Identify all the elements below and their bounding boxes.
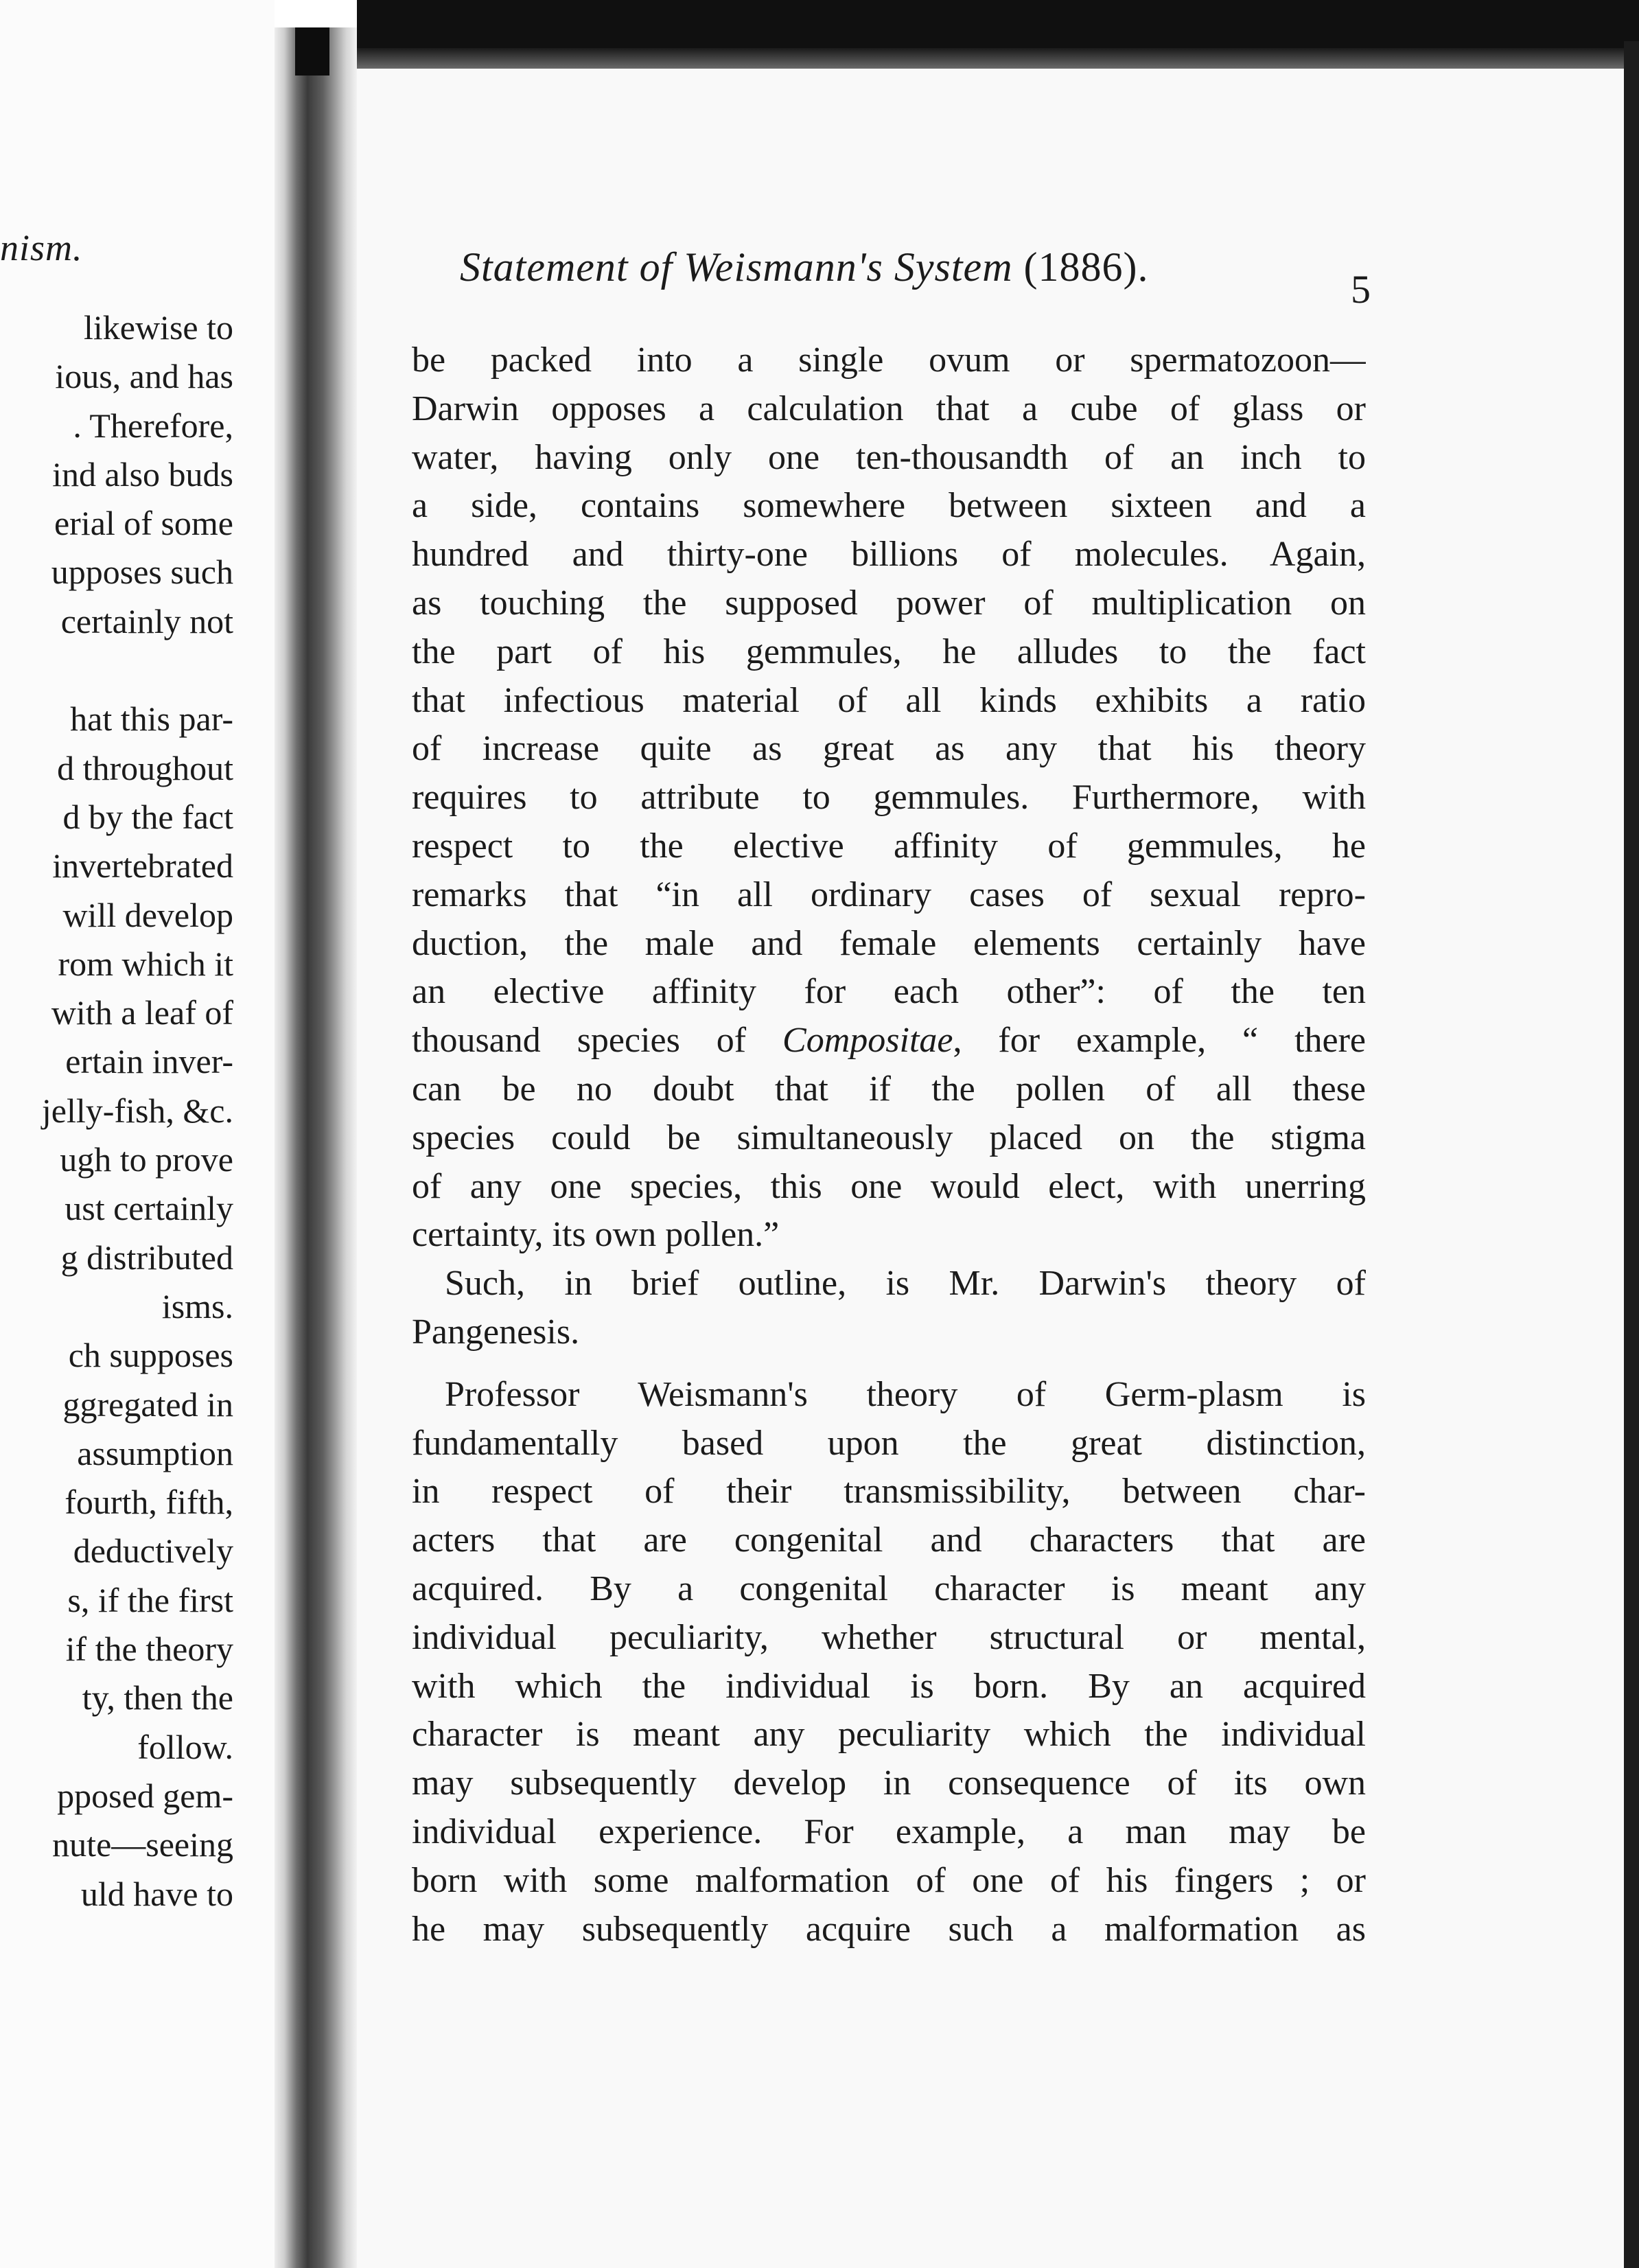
left-line: ind also buds — [52, 454, 233, 494]
left-line: uld have to — [80, 1874, 233, 1913]
text-line: a side, contains somewhere between sixteen and a — [412, 486, 1366, 526]
text-line: species could be simultaneously placed on the stigma — [412, 1118, 1366, 1157]
text-line: Darwin opposes a calculation that a cube of glass or — [412, 389, 1366, 428]
text-line: of increase quite as great as any that his theory — [412, 729, 1366, 769]
text-line: water, having only one ten-thousandth of an inch to — [412, 437, 1366, 477]
left-line: ertain inver- — [65, 1042, 233, 1081]
left-line: deductively — [73, 1531, 233, 1571]
italic-term: Compositae — [782, 1021, 953, 1061]
left-line: ust certainly — [65, 1189, 233, 1228]
text-line: the part of his gemmules, he alludes to the fact — [412, 632, 1366, 671]
text-line: individual peculiarity, whether structural or mental, — [412, 1617, 1366, 1657]
page-body — [412, 336, 1366, 1954]
left-line: ugh to prove — [60, 1140, 233, 1179]
left-line: with a leaf of — [51, 993, 233, 1032]
text-line: may subsequently develop in consequence of its own — [412, 1763, 1366, 1803]
text-line: requires to attribute to gemmules. Furthermore, with — [412, 778, 1366, 818]
left-line: isms. — [161, 1286, 233, 1326]
text-line-compositae — [412, 1017, 1366, 1065]
text-line: individual experience. For example, a man may be — [412, 1812, 1366, 1851]
text-line: as touching the supposed power of multiplication on — [412, 583, 1366, 623]
text-line: acquired. By a congenital character is meant any — [412, 1569, 1366, 1608]
text-fragment: , for example, “ there — [953, 1021, 1366, 1061]
left-page-text — [0, 303, 233, 1919]
left-line: fourth, fifth, — [65, 1483, 233, 1522]
left-line: g distributed — [60, 1238, 233, 1277]
left-line: ggregated in — [62, 1385, 233, 1424]
left-line: rom which it — [58, 944, 233, 983]
text-line: with which the individual is born. By an acquired — [412, 1666, 1366, 1706]
left-line: if the theory — [65, 1630, 233, 1669]
left-line: nute—seeing — [52, 1825, 233, 1864]
left-line: s, if the first — [67, 1580, 233, 1619]
running-head-date: (1886). — [1023, 244, 1149, 290]
text-line: an elective affinity for each other”: of the ten — [412, 972, 1366, 1012]
left-line: d throughout — [57, 748, 233, 787]
text-line: Pangenesis. — [412, 1312, 580, 1352]
left-running-head: nism. — [0, 227, 83, 268]
text-line: can be no doubt that if the pollen of all these — [412, 1069, 1366, 1109]
text-line: that infectious material of all kinds exhibits a ratio — [412, 680, 1366, 720]
scan-border-top — [357, 0, 1639, 55]
left-line: upposes such — [51, 553, 233, 592]
left-line: ch supposes — [68, 1336, 233, 1375]
text-line: Such, in brief outline, is Mr. Darwin's theory of — [445, 1264, 1366, 1304]
left-line: jelly-fish, &c. — [41, 1091, 233, 1130]
text-line: character is meant any peculiarity which the individual — [412, 1715, 1366, 1755]
left-line: assumption — [77, 1433, 233, 1472]
text-line: certainty, its own pollen.” — [412, 1215, 780, 1255]
gutter-shadow — [295, 27, 329, 76]
text-line: in respect of their transmissibility, between char- — [412, 1472, 1366, 1512]
left-line: pposed gem- — [57, 1776, 233, 1815]
text-line: respect to the elective affinity of gemmules, he — [412, 826, 1366, 866]
left-line: hat this par- — [70, 699, 233, 739]
page-number: 5 — [1351, 267, 1371, 312]
scan-border-fade — [357, 48, 1639, 69]
text-line: remarks that “in all ordinary cases of sexual repro- — [412, 875, 1366, 914]
text-fragment: thousand species of — [412, 1021, 747, 1061]
left-line: ious, and has — [55, 357, 233, 396]
left-line-gap — [0, 646, 233, 695]
paragraph-spacer — [412, 1357, 1366, 1371]
running-head-title: Statement of Weismann's System — [460, 244, 1013, 290]
left-line: ty, then the — [82, 1678, 233, 1717]
left-line: follow. — [137, 1727, 233, 1766]
left-line: will develop — [62, 895, 233, 934]
text-line: be packed into a single ovum or spermatozoon— — [412, 340, 1366, 380]
text-line: hundred and thirty-one billions of molecules. Again, — [412, 535, 1366, 575]
text-line: he may subsequently acquire such a malformation as — [412, 1909, 1366, 1949]
left-line: . Therefore, — [73, 406, 233, 445]
left-line: likewise to — [83, 308, 233, 347]
text-line: Professor Weismann's theory of Germ-plasm is — [445, 1374, 1366, 1414]
left-line: d by the fact — [62, 797, 233, 836]
left-line: erial of some — [54, 504, 233, 543]
text-line: duction, the male and female elements certainly have — [412, 923, 1366, 963]
left-line: invertebrated — [52, 846, 233, 886]
book-gutter — [275, 27, 357, 2268]
text-line: fundamentally based upon the great distinction, — [412, 1423, 1366, 1463]
text-line: born with some malformation of one of his fingers ; or — [412, 1860, 1366, 1900]
text-line: acters that are congenital and characters that are — [412, 1520, 1366, 1560]
running-head — [460, 244, 1380, 291]
text-line: of any one species, this one would elect, with unerring — [412, 1166, 1366, 1206]
scan-border-right — [1624, 41, 1639, 2268]
left-line: certainly not — [60, 601, 233, 640]
